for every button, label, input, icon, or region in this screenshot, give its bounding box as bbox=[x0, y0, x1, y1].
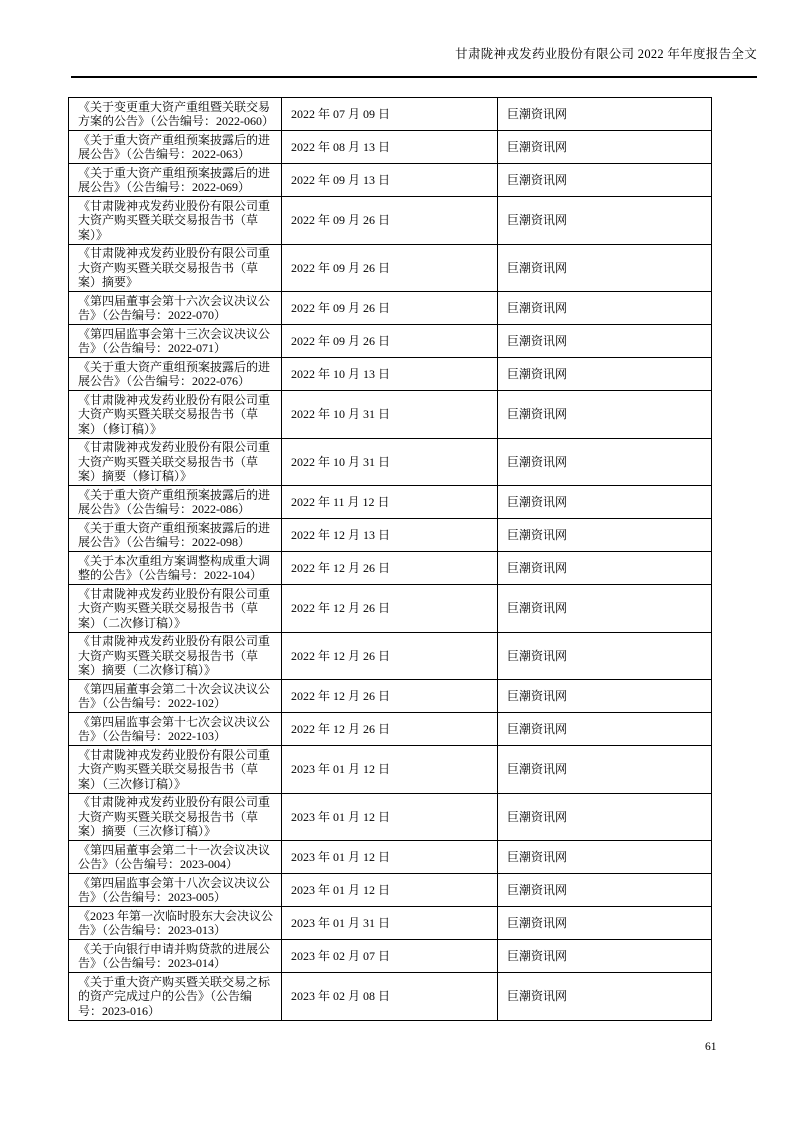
announcement-title-cell: 《甘肃陇神戎发药业股份有限公司重大资产购买暨关联交易报告书（草案）》 bbox=[69, 197, 282, 245]
announcements-table bbox=[68, 97, 712, 1021]
announcement-title-cell: 《甘肃陇神戎发药业股份有限公司重大资产购买暨关联交易报告书（草案）摘要（二次修订稿）》 bbox=[69, 632, 282, 680]
disclosure-website-cell: 巨潮资讯网 bbox=[498, 713, 712, 746]
announcement-title-cell: 《第四届监事会第十八次会议决议公告》（公告编号：2023-005） bbox=[69, 874, 282, 907]
announcement-title-cell: 《关于变更重大资产重组暨关联交易方案的公告》（公告编号：2022-060） bbox=[69, 98, 282, 131]
disclosure-website-cell: 巨潮资讯网 bbox=[498, 164, 712, 197]
table-row bbox=[69, 164, 712, 197]
disclosure-date-cell: 2022 年 12 月 26 日 bbox=[282, 552, 498, 585]
disclosure-website-cell: 巨潮资讯网 bbox=[498, 841, 712, 874]
disclosure-website-cell: 巨潮资讯网 bbox=[498, 292, 712, 325]
disclosure-date-cell: 2022 年 09 月 26 日 bbox=[282, 325, 498, 358]
table-row bbox=[69, 907, 712, 940]
disclosure-website-cell: 巨潮资讯网 bbox=[498, 973, 712, 1021]
announcement-title-cell: 《第四届监事会第十三次会议决议公告》（公告编号：2022-071） bbox=[69, 325, 282, 358]
disclosure-date-cell: 2023 年 01 月 31 日 bbox=[282, 907, 498, 940]
table-row bbox=[69, 746, 712, 794]
announcement-title-cell: 《关于向银行申请并购贷款的进展公告》（公告编号：2023-014） bbox=[69, 940, 282, 973]
disclosure-date-cell: 2022 年 12 月 26 日 bbox=[282, 585, 498, 633]
disclosure-website-cell: 巨潮资讯网 bbox=[498, 632, 712, 680]
disclosure-date-cell: 2022 年 09 月 13 日 bbox=[282, 164, 498, 197]
announcement-title-cell: 《甘肃陇神戎发药业股份有限公司重大资产购买暨关联交易报告书（草案）（二次修订稿）》 bbox=[69, 585, 282, 633]
page-header-title: 甘肃陇神戎发药业股份有限公司 2022 年年度报告全文 bbox=[455, 47, 757, 61]
disclosure-website-cell: 巨潮资讯网 bbox=[498, 325, 712, 358]
table-row bbox=[69, 292, 712, 325]
table-row bbox=[69, 940, 712, 973]
announcement-title-cell: 《关于重大资产重组预案披露后的进展公告》（公告编号：2022-098） bbox=[69, 519, 282, 552]
disclosure-website-cell: 巨潮资讯网 bbox=[498, 585, 712, 633]
disclosure-website-cell: 巨潮资讯网 bbox=[498, 907, 712, 940]
disclosure-date-cell: 2022 年 09 月 26 日 bbox=[282, 197, 498, 245]
table-row bbox=[69, 793, 712, 841]
announcement-title-cell: 《甘肃陇神戎发药业股份有限公司重大资产购买暨关联交易报告书（草案）摘要》 bbox=[69, 244, 282, 292]
table-row bbox=[69, 680, 712, 713]
disclosure-date-cell: 2022 年 10 月 31 日 bbox=[282, 438, 498, 486]
disclosure-date-cell: 2023 年 01 月 12 日 bbox=[282, 746, 498, 794]
announcement-title-cell: 《甘肃陇神戎发药业股份有限公司重大资产购买暨关联交易报告书（草案）摘要（三次修订稿）》 bbox=[69, 793, 282, 841]
disclosure-date-cell: 2022 年 10 月 31 日 bbox=[282, 391, 498, 439]
disclosure-date-cell: 2022 年 09 月 26 日 bbox=[282, 244, 498, 292]
page-number: 61 bbox=[705, 1041, 717, 1053]
disclosure-website-cell: 巨潮资讯网 bbox=[498, 244, 712, 292]
announcement-title-cell: 《甘肃陇神戎发药业股份有限公司重大资产购买暨关联交易报告书（草案）（修订稿）》 bbox=[69, 391, 282, 439]
disclosure-date-cell: 2023 年 02 月 07 日 bbox=[282, 940, 498, 973]
table-row bbox=[69, 391, 712, 439]
table-row bbox=[69, 874, 712, 907]
table-row bbox=[69, 325, 712, 358]
disclosure-website-cell: 巨潮资讯网 bbox=[498, 680, 712, 713]
table-row bbox=[69, 486, 712, 519]
disclosure-website-cell: 巨潮资讯网 bbox=[498, 131, 712, 164]
disclosure-website-cell: 巨潮资讯网 bbox=[498, 486, 712, 519]
disclosure-date-cell: 2023 年 01 月 12 日 bbox=[282, 874, 498, 907]
disclosure-website-cell: 巨潮资讯网 bbox=[498, 391, 712, 439]
disclosure-date-cell: 2022 年 12 月 26 日 bbox=[282, 680, 498, 713]
disclosure-website-cell: 巨潮资讯网 bbox=[498, 438, 712, 486]
disclosure-website-cell: 巨潮资讯网 bbox=[498, 793, 712, 841]
table-row bbox=[69, 131, 712, 164]
disclosure-date-cell: 2022 年 10 月 13 日 bbox=[282, 358, 498, 391]
disclosure-website-cell: 巨潮资讯网 bbox=[498, 874, 712, 907]
disclosure-website-cell: 巨潮资讯网 bbox=[498, 552, 712, 585]
disclosure-website-cell: 巨潮资讯网 bbox=[498, 519, 712, 552]
announcement-title-cell: 《第四届监事会第十七次会议决议公告》（公告编号：2022-103） bbox=[69, 713, 282, 746]
announcement-title-cell: 《第四届董事会第十六次会议决议公告》（公告编号：2022-070） bbox=[69, 292, 282, 325]
announcement-title-cell: 《第四届董事会第二十一次会议决议公告》（公告编号：2023-004） bbox=[69, 841, 282, 874]
announcement-title-cell: 《关于重大资产重组预案披露后的进展公告》（公告编号：2022-086） bbox=[69, 486, 282, 519]
table-row bbox=[69, 98, 712, 131]
disclosure-date-cell: 2022 年 12 月 26 日 bbox=[282, 632, 498, 680]
announcement-title-cell: 《关于重大资产重组预案披露后的进展公告》（公告编号：2022-076） bbox=[69, 358, 282, 391]
disclosure-date-cell: 2022 年 12 月 26 日 bbox=[282, 713, 498, 746]
disclosure-date-cell: 2022 年 12 月 13 日 bbox=[282, 519, 498, 552]
table-row bbox=[69, 197, 712, 245]
table-row bbox=[69, 713, 712, 746]
announcement-title-cell: 《关于重大资产购买暨关联交易之标的资产完成过户的公告》（公告编号：2023-016） bbox=[69, 973, 282, 1021]
disclosure-website-cell: 巨潮资讯网 bbox=[498, 358, 712, 391]
table-row bbox=[69, 585, 712, 633]
disclosure-website-cell: 巨潮资讯网 bbox=[498, 98, 712, 131]
disclosure-date-cell: 2022 年 07 月 09 日 bbox=[282, 98, 498, 131]
disclosure-date-cell: 2023 年 01 月 12 日 bbox=[282, 841, 498, 874]
disclosure-date-cell: 2022 年 11 月 12 日 bbox=[282, 486, 498, 519]
table-row bbox=[69, 632, 712, 680]
disclosure-date-cell: 2023 年 02 月 08 日 bbox=[282, 973, 498, 1021]
announcement-title-cell: 《关于重大资产重组预案披露后的进展公告》（公告编号：2022-063） bbox=[69, 131, 282, 164]
announcement-title-cell: 《甘肃陇神戎发药业股份有限公司重大资产购买暨关联交易报告书（草案）摘要（修订稿）》 bbox=[69, 438, 282, 486]
table-row bbox=[69, 552, 712, 585]
disclosure-date-cell: 2022 年 08 月 13 日 bbox=[282, 131, 498, 164]
table-row bbox=[69, 244, 712, 292]
announcement-title-cell: 《甘肃陇神戎发药业股份有限公司重大资产购买暨关联交易报告书（草案）（三次修订稿）》 bbox=[69, 746, 282, 794]
announcement-title-cell: 《关于重大资产重组预案披露后的进展公告》（公告编号：2022-069） bbox=[69, 164, 282, 197]
disclosure-date-cell: 2022 年 09 月 26 日 bbox=[282, 292, 498, 325]
table-row bbox=[69, 519, 712, 552]
table-row bbox=[69, 841, 712, 874]
announcement-title-cell: 《2023 年第一次临时股东大会决议公告》（公告编号：2023-013） bbox=[69, 907, 282, 940]
table-row bbox=[69, 358, 712, 391]
table-row bbox=[69, 973, 712, 1021]
disclosure-website-cell: 巨潮资讯网 bbox=[498, 940, 712, 973]
disclosure-website-cell: 巨潮资讯网 bbox=[498, 197, 712, 245]
table-row bbox=[69, 438, 712, 486]
announcement-title-cell: 《关于本次重组方案调整构成重大调整的公告》（公告编号：2022-104） bbox=[69, 552, 282, 585]
announcement-title-cell: 《第四届董事会第二十次会议决议公告》（公告编号：2022-102） bbox=[69, 680, 282, 713]
disclosure-website-cell: 巨潮资讯网 bbox=[498, 746, 712, 794]
announcements-table-body bbox=[69, 98, 712, 1021]
header-rule bbox=[71, 76, 757, 78]
disclosure-date-cell: 2023 年 01 月 12 日 bbox=[282, 793, 498, 841]
